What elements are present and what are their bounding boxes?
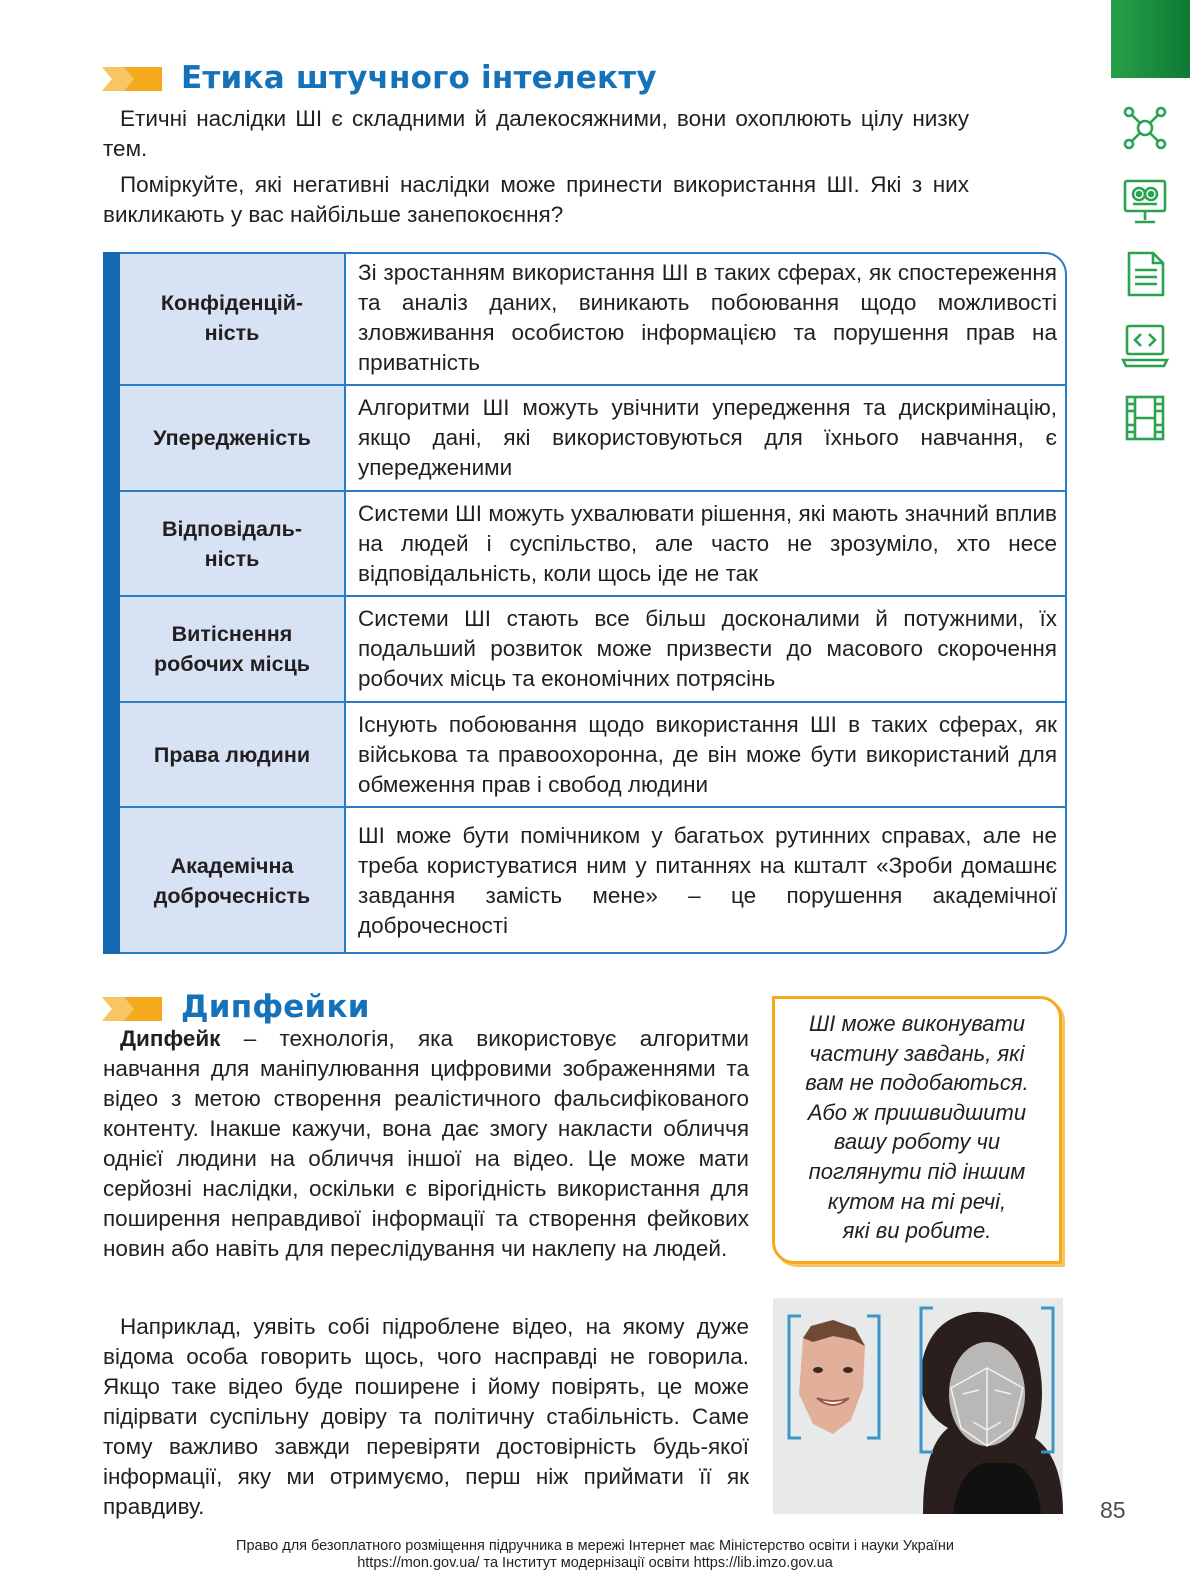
deepfake-term: Дипфейк (120, 1026, 221, 1051)
term-cell: Права людини (120, 702, 345, 807)
table-row (120, 385, 1067, 491)
ethics-intro-2: Поміркуйте, які негативні наслідки може принести використання ШІ. Які з них викликають у вас найбільше занепокоєння? (103, 172, 969, 227)
heading-marker-icon (102, 67, 162, 91)
table-row (120, 596, 1067, 702)
deepfake-paragraph-2: Наприклад, уявіть собі підроблене відео, на якому дуже відома особа говорить щось, чого насправді не говорила. Якщо таке відео буде поширене і йому повірять, це може підірвати суспільну довіру та політичну стабільність. Саме тому важливо завжди перевіряти достовірність будь-якої інформації, яку ми отримуємо, перш ніж приймати її як правдиву. (103, 1314, 749, 1519)
description-cell: ШІ може бути помічником у багатьох рутинних справах, але не треба користуватися ним у питаннях на кшталт «Зроби домашнє завдання замість мене» – це порушення академічної доброчесності (345, 807, 1067, 954)
description-cell: Системи ШІ можуть ухвалювати рішення, які мають значний вплив на людей і суспільство, але часто не зрозуміло, хто несе відповідальність, коли щось іде не так (345, 491, 1067, 596)
deepfake-paragraph-1: Дипфейк – технологія, яка використовує алгоритми навчання для маніпулювання цифровими зображеннями та відео з метою створення реалістичного фальсифікованого контенту. Інакше кажучи, вона дає змогу накласти обличчя однієї людини на обличчя іншої на відео. Це може мати серйозні наслідки, оскільки є вірогідність використання для поширення неправдивої інформації та створення фейкових новин або навіть для переслідування чи наклепу на людей. (103, 1026, 749, 1261)
term-cell: Витіснення робочих місць (120, 596, 345, 702)
section-title-deepfakes: Дипфейки (181, 989, 370, 1025)
term-cell: Упередженість (120, 385, 345, 491)
green-corner-tab (1111, 0, 1190, 78)
term-cell: Академічна доброчесність (120, 807, 345, 954)
film-icon (1121, 394, 1169, 442)
table-side-bar (103, 252, 120, 954)
table-row (120, 702, 1067, 807)
table-row (120, 491, 1067, 596)
learner-screen-icon (1121, 178, 1169, 226)
footer-copyright: Право для безоплатного розміщення підручника в мережі Інтернет має Міністерство освіти і науки України https://mon.gov.ua/ та Інститут модернізації освіти https://lib.imzo.gov.ua (236, 1538, 954, 1571)
heading-marker-icon (102, 997, 162, 1021)
page-number: 85 (1100, 1497, 1126, 1523)
description-cell: Зі зростанням використання ШІ в таких сферах, як спостереження та аналіз даних, виникають побоювання щодо можливості зловживання особистою інформацією та порушення прав на приватність (345, 252, 1067, 385)
quote-callout (772, 996, 1062, 1264)
description-cell: Алгоритми ШІ можуть увічнити упередження та дискримінацію, якщо дані, які використовуються для їхнього навчання, є упередженими (345, 385, 1067, 491)
code-screen-icon (1121, 322, 1169, 370)
table-row (120, 252, 1067, 385)
ethics-table (103, 252, 1067, 954)
deepfake-face-swap-image (773, 1298, 1063, 1514)
quote-text: ШІ може виконувати частину завдань, які вам не подобаються. Або ж пришвидшити вашу роботу чи поглянути під іншим кутом на ті речі, які ви робите. (805, 1011, 1029, 1244)
description-cell: Системи ШІ стають все більш досконалими й потужними, їх подальший розвиток може призвести до масового скорочення робочих місць та економічних потрясінь (345, 596, 1067, 702)
section-title-ethics: Етика штучного інтелекту (181, 60, 657, 96)
ethics-intro-1: Етичні наслідки ШІ є складними й далекосяжними, вони охоплюють цілу низку тем. (103, 106, 969, 161)
document-icon (1121, 250, 1169, 298)
description-cell: Існують побоювання щодо використання ШІ в таких сферах, як військова та правоохоронна, де він може бути використаний для обмеження прав і свобод людини (345, 702, 1067, 807)
term-cell: Конфіденцій- ність (120, 252, 345, 385)
network-icon (1121, 104, 1169, 152)
term-cell: Відповідаль- ність (120, 491, 345, 596)
table-row (120, 807, 1067, 954)
